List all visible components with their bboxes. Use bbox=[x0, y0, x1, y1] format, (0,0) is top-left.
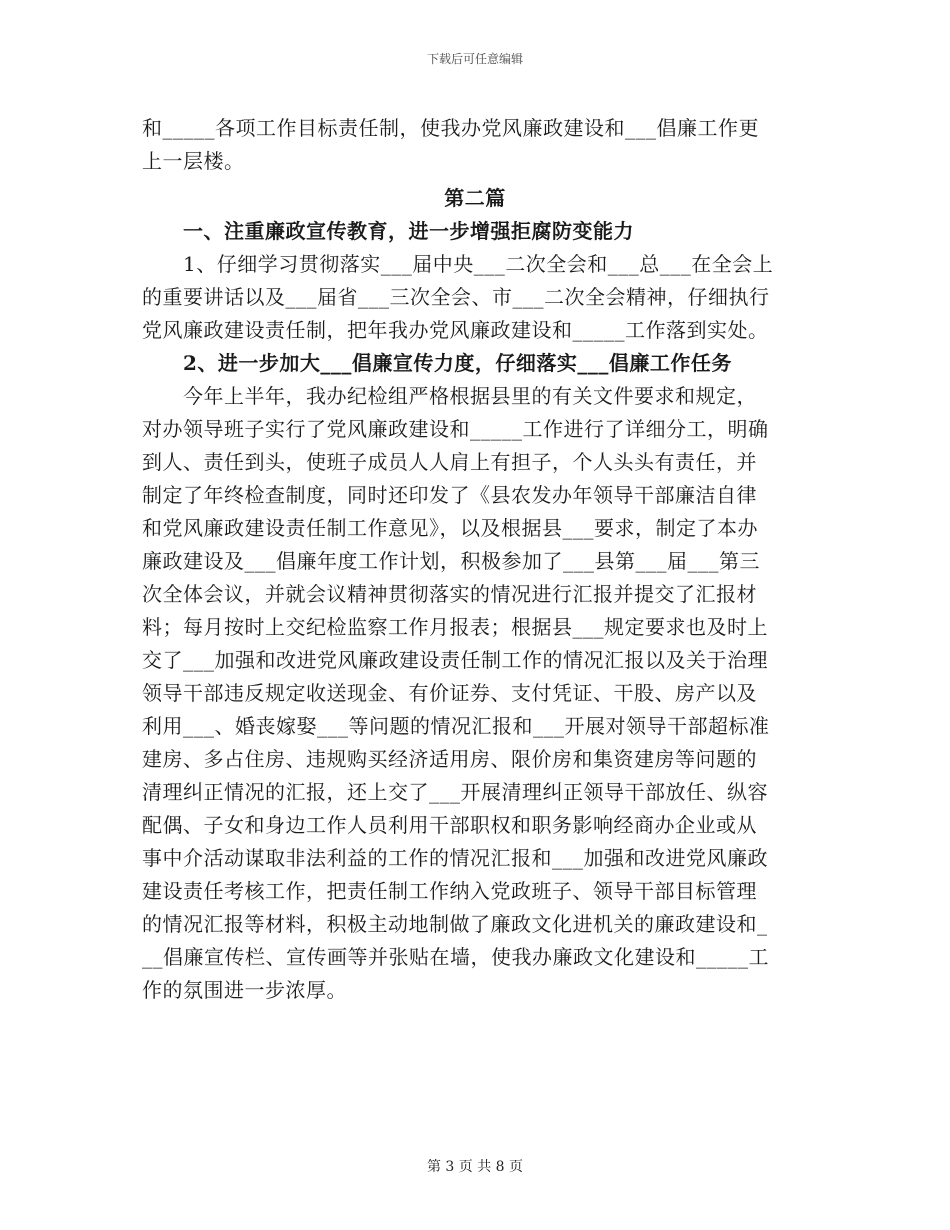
body-line: 党风廉政建设责任制，把年我办党风廉政建设和_____工作落到实处。 bbox=[142, 318, 769, 342]
body-line: 到人、责任到头，使班子成员人人肩上有担子，个人头头有责任，并 bbox=[142, 450, 757, 474]
body-line: 作的氛围进一步浓厚。 bbox=[142, 978, 347, 1002]
body-line: 和_____各项工作目标责任制，使我办党风廉政建设和___倡廉工作更 bbox=[142, 116, 759, 140]
body-line: 建设责任考核工作，把责任制工作纳入党政班子、领导干部目标管理 bbox=[142, 879, 757, 903]
body-line: 清理纠正情况的汇报，还上交了___开展清理纠正领导干部放任、纵容 bbox=[142, 780, 768, 804]
heading-1: 一、注重廉政宣传教育，进一步增强拒腐防变能力 bbox=[183, 219, 634, 243]
body-line: 对办领导班子实行了党风廉政建设和_____工作进行了详细分工，明确 bbox=[142, 417, 769, 441]
heading-2: 2、进一步加大___倡廉宣传力度，仔细落实___倡廉工作任务 bbox=[183, 351, 732, 375]
page-number: 第 3 页 共 8 页 bbox=[426, 1159, 524, 1175]
page-header: 下载后可任意编辑 bbox=[426, 52, 523, 66]
body-line: 建房、多占住房、违规购买经济适用房、限价房和集资建房等问题的 bbox=[142, 747, 757, 771]
body-line: 上一层楼。 bbox=[142, 149, 245, 173]
body-line: 1、仔细学习贯彻落实___届中央___二次全会和___总___在全会上 bbox=[183, 252, 774, 276]
document-body bbox=[142, 112, 808, 1007]
body-line: 廉政建设及___倡廉年度工作计划，积极参加了___县第___届___第三 bbox=[142, 549, 760, 573]
body-line: 今年上半年，我办纪检组严格根据县里的有关文件要求和规定， bbox=[183, 384, 757, 408]
body-line: 的情况汇报等材料，积极主动地制做了廉政文化进机关的廉政建设和_ bbox=[142, 912, 768, 936]
section-title: 第二篇 bbox=[444, 186, 506, 210]
body-line: 利用___、婚丧嫁娶___等问题的情况汇报和___开展对领导干部超标准 bbox=[142, 714, 770, 738]
body-line: 领导干部违反规定收送现金、有价证券、支付凭证、干股、房产以及 bbox=[142, 681, 757, 705]
body-line: 事中介活动谋取非法利益的工作的情况汇报和___加强和改进党风廉政 bbox=[142, 846, 768, 870]
body-line: 制定了年终检查制度，同时还印发了《县农发办年领导干部廉洁自律 bbox=[142, 483, 757, 507]
body-line: 交了___加强和改进党风廉政建设责任制工作的情况汇报以及关于治理 bbox=[142, 648, 768, 672]
body-line: 的重要讲话以及___届省___三次全会、市___二次全会精神，仔细执行 bbox=[142, 285, 770, 309]
body-line: 配偶、子女和身边工作人员利用干部职权和职务影响经商办企业或从 bbox=[142, 813, 757, 837]
body-line: 次全体会议，并就会议精神贯彻落实的情况进行汇报并提交了汇报材 bbox=[142, 582, 757, 606]
body-line: __倡廉宣传栏、宣传画等并张贴在墙，使我办廉政文化建设和_____工 bbox=[142, 945, 769, 969]
body-line: 和党风廉政建设责任制工作意见》，以及根据县___要求，制定了本办 bbox=[142, 516, 758, 540]
body-line: 料；每月按时上交纪检监察工作月报表；根据县___规定要求也及时上 bbox=[142, 615, 768, 639]
